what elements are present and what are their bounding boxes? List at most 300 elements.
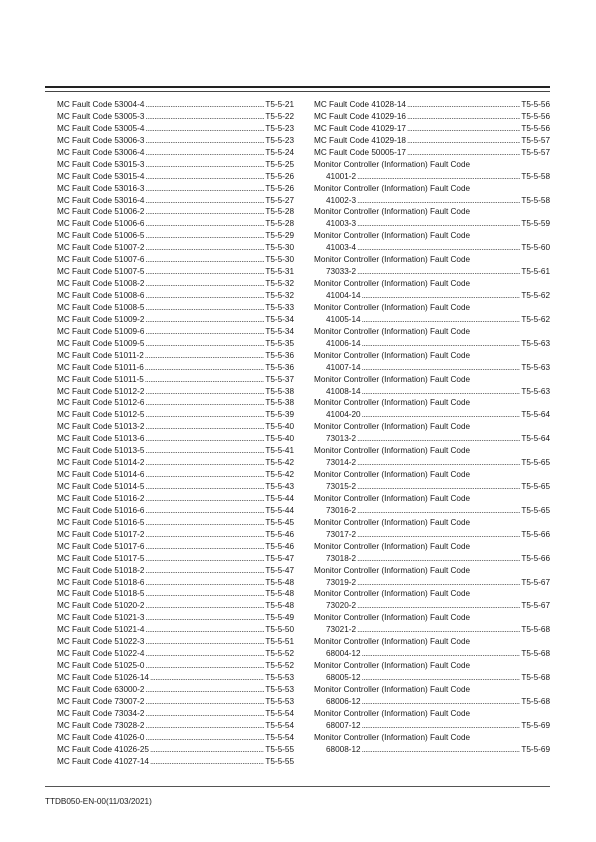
- toc-entry[interactable]: [57, 171, 294, 183]
- toc-entry[interactable]: [57, 732, 294, 744]
- toc-entry[interactable]: [57, 99, 294, 111]
- dot-leader: [407, 111, 520, 123]
- dot-leader: [145, 135, 264, 147]
- toc-entry-page: T5-5-67: [521, 601, 550, 611]
- dot-leader: [145, 147, 264, 159]
- toc-entry[interactable]: [57, 242, 294, 254]
- toc-entry[interactable]: [314, 553, 550, 565]
- toc-entry-page: T5-5-54: [265, 720, 294, 730]
- toc-entry[interactable]: [57, 302, 294, 314]
- toc-entry[interactable]: [57, 362, 294, 374]
- dot-leader: [145, 397, 264, 409]
- toc-entry[interactable]: [57, 230, 294, 242]
- toc-entry[interactable]: [57, 577, 294, 589]
- toc-entry-title: 73033-2: [326, 267, 357, 277]
- toc-entry-page: T5-5-28: [265, 219, 294, 229]
- toc-entry[interactable]: [57, 218, 294, 230]
- toc-entry-title: MC Fault Code 51012-5: [57, 410, 145, 420]
- toc-entry-heading: Monitor Controller (Information) Fault Code: [314, 565, 471, 575]
- dot-leader: [357, 529, 520, 541]
- toc-entry-title: MC Fault Code 53005-4: [57, 123, 145, 133]
- toc-entry[interactable]: [314, 577, 550, 589]
- toc-entry-page: T5-5-59: [521, 219, 550, 229]
- toc-entry[interactable]: [57, 648, 294, 660]
- dot-leader: [150, 744, 264, 756]
- toc-entry-title: MC Fault Code 51021-4: [57, 625, 145, 635]
- toc-entry-page: T5-5-40: [265, 434, 294, 444]
- toc-entry-title: MC Fault Code 51016-2: [57, 493, 145, 503]
- toc-entry-title: 41006-14: [326, 338, 361, 348]
- toc-entry-page: T5-5-66: [521, 529, 550, 539]
- dot-leader: [145, 469, 264, 481]
- toc-entry-multiline[interactable]: [314, 326, 550, 350]
- toc-entry-title: 68005-12: [326, 673, 361, 682]
- toc-entry[interactable]: [57, 290, 294, 302]
- dot-leader: [362, 672, 521, 684]
- toc-entry-multiline[interactable]: [314, 660, 550, 684]
- toc-entry[interactable]: [314, 338, 550, 350]
- toc-entry[interactable]: [57, 326, 294, 338]
- dot-leader: [145, 720, 264, 732]
- toc-entry-heading: Monitor Controller (Information) Fault Code: [314, 684, 471, 694]
- toc-entry-title: MC Fault Code 51007-2: [57, 243, 145, 253]
- toc-entry[interactable]: [314, 242, 550, 254]
- toc-entry-heading: Monitor Controller (Information) Fault Code: [314, 541, 471, 551]
- dot-leader: [362, 648, 521, 660]
- toc-entry-multiline[interactable]: [314, 374, 550, 398]
- toc-entry-title: MC Fault Code 51017-2: [57, 529, 145, 539]
- toc-entry[interactable]: [314, 624, 550, 636]
- toc-entry[interactable]: [57, 433, 294, 445]
- toc-entry[interactable]: [57, 147, 294, 159]
- dot-leader: [357, 577, 520, 589]
- toc-entry-title: 41002-3: [326, 195, 357, 205]
- toc-entry-multiline[interactable]: [314, 445, 550, 469]
- toc-entry[interactable]: [57, 481, 294, 493]
- toc-entry[interactable]: [57, 708, 294, 720]
- dot-leader: [145, 195, 264, 207]
- toc-entry-multiline[interactable]: [314, 493, 550, 517]
- toc-entry-page: T5-5-69: [521, 744, 550, 754]
- toc-entry-page: T5-5-53: [265, 673, 294, 682]
- toc-entry-title: 68006-12: [326, 696, 361, 706]
- toc-entry[interactable]: [57, 493, 294, 505]
- toc-entry-page: T5-5-67: [521, 577, 550, 587]
- dot-leader: [357, 505, 520, 517]
- toc-entry[interactable]: [57, 684, 294, 696]
- toc-entry-multiline[interactable]: [314, 278, 550, 302]
- toc-entry-title: MC Fault Code 51017-5: [57, 553, 145, 563]
- toc-entry[interactable]: [57, 123, 294, 135]
- toc-entry-page: T5-5-65: [521, 458, 550, 468]
- toc-entry-title: 41003-3: [326, 219, 357, 229]
- toc-entry[interactable]: [314, 505, 550, 517]
- toc-entry[interactable]: [57, 374, 294, 386]
- toc-entry-title: MC Fault Code 51006-6: [57, 219, 145, 229]
- toc-entry-page: T5-5-47: [265, 565, 294, 575]
- toc-entry[interactable]: [314, 99, 550, 111]
- toc-entry[interactable]: [57, 195, 294, 207]
- toc-entry-title: MC Fault Code 51021-3: [57, 613, 145, 623]
- toc-entry-multiline[interactable]: [314, 684, 550, 708]
- toc-entry[interactable]: [57, 350, 294, 362]
- toc-entry-title: MC Fault Code 53004-4: [57, 100, 145, 109]
- toc-entry-page: T5-5-44: [265, 493, 294, 503]
- dot-leader: [145, 517, 264, 529]
- toc-entry-page: T5-5-28: [265, 207, 294, 217]
- toc-entry[interactable]: [57, 553, 294, 565]
- toc-entry-page: T5-5-26: [265, 171, 294, 181]
- toc-entry[interactable]: [57, 445, 294, 457]
- header-rule-thin: [45, 91, 550, 92]
- toc-entry-page: T5-5-48: [265, 589, 294, 599]
- toc-entry-multiline[interactable]: [314, 517, 550, 541]
- dot-leader: [357, 433, 520, 445]
- dot-leader: [362, 386, 521, 398]
- toc-entry-title: 73020-2: [326, 601, 357, 611]
- toc-entry-title: MC Fault Code 51013-6: [57, 434, 145, 444]
- dot-leader: [145, 290, 264, 302]
- toc-entry-page: T5-5-39: [265, 410, 294, 420]
- dot-leader: [145, 409, 264, 421]
- toc-entry[interactable]: [314, 744, 550, 756]
- toc-entry-title: 68008-12: [326, 744, 361, 754]
- toc-left-column: [57, 99, 294, 768]
- toc-entry-page: T5-5-64: [521, 410, 550, 420]
- toc-entry[interactable]: [57, 159, 294, 171]
- toc-entry[interactable]: [57, 612, 294, 624]
- dot-leader: [145, 684, 264, 696]
- toc-entry[interactable]: [57, 756, 294, 768]
- dot-leader: [145, 565, 264, 577]
- toc-entry-title: MC Fault Code 51011-5: [57, 374, 144, 384]
- dot-leader: [145, 302, 264, 314]
- toc-entry-title: MC Fault Code 51008-5: [57, 302, 145, 312]
- dot-leader: [145, 648, 264, 660]
- toc-entry-title: MC Fault Code 51022-4: [57, 649, 145, 659]
- toc-entry-page: T5-5-68: [521, 625, 550, 635]
- toc-entry-title: MC Fault Code 51014-5: [57, 482, 145, 491]
- toc-entry-page: T5-5-57: [521, 135, 550, 145]
- toc-entry-page: T5-5-48: [265, 577, 294, 587]
- toc-entry[interactable]: [314, 696, 550, 708]
- toc-entry[interactable]: [314, 672, 550, 684]
- toc-entry[interactable]: [57, 278, 294, 290]
- toc-entry[interactable]: [57, 565, 294, 577]
- toc-entry-page: T5-5-64: [521, 434, 550, 444]
- toc-entry[interactable]: [57, 624, 294, 636]
- toc-entry-multiline[interactable]: [314, 183, 550, 207]
- toc-entry-page: T5-5-62: [521, 314, 550, 324]
- toc-entry[interactable]: [314, 135, 550, 147]
- toc-entry-page: T5-5-24: [265, 147, 294, 157]
- toc-entry-heading: Monitor Controller (Information) Fault Code: [314, 207, 471, 217]
- toc-entry-page: T5-5-56: [521, 111, 550, 121]
- dot-leader: [145, 338, 264, 350]
- dot-leader: [362, 314, 521, 326]
- toc-entry-page: T5-5-44: [265, 505, 294, 515]
- toc-entry-title: MC Fault Code 51012-6: [57, 398, 145, 408]
- toc-entry[interactable]: [57, 672, 294, 684]
- toc-entry[interactable]: [314, 529, 550, 541]
- toc-entry[interactable]: [57, 457, 294, 469]
- toc-entry-title: MC Fault Code 51014-6: [57, 470, 145, 480]
- toc-entry-page: T5-5-56: [521, 100, 550, 109]
- toc-entry-multiline[interactable]: [314, 397, 550, 421]
- toc-entry[interactable]: [314, 433, 550, 445]
- dot-leader: [145, 588, 264, 600]
- toc-entry-heading: Monitor Controller (Information) Fault Code: [314, 446, 471, 456]
- dot-leader: [145, 600, 264, 612]
- toc-entry-title: MC Fault Code 63000-2: [57, 684, 145, 694]
- toc-entry[interactable]: [57, 720, 294, 732]
- toc-entry-heading: Monitor Controller (Information) Fault Code: [314, 470, 471, 480]
- toc-entry[interactable]: [314, 409, 550, 421]
- toc-entry-page: T5-5-47: [265, 553, 294, 563]
- toc-entry-page: T5-5-45: [265, 517, 294, 527]
- toc-entry[interactable]: [314, 111, 550, 123]
- toc-entry[interactable]: [314, 290, 550, 302]
- toc-entry-multiline[interactable]: [314, 206, 550, 230]
- toc-entry-title: MC Fault Code 53005-3: [57, 111, 145, 121]
- toc-entry-title: MC Fault Code 53015-4: [57, 171, 145, 181]
- toc-entry[interactable]: [314, 386, 550, 398]
- toc-entry-title: 41004-14: [326, 291, 361, 300]
- toc-entry-title: 41001-2: [326, 171, 357, 181]
- toc-entry-page: T5-5-57: [521, 147, 550, 157]
- toc-entry-title: MC Fault Code 51007-5: [57, 267, 145, 277]
- toc-entry-multiline[interactable]: [314, 421, 550, 445]
- toc-entry[interactable]: [57, 469, 294, 481]
- dot-leader: [145, 314, 264, 326]
- toc-entry-page: T5-5-63: [521, 338, 550, 348]
- toc-entry-page: T5-5-58: [521, 195, 550, 205]
- toc-entry-multiline[interactable]: [314, 254, 550, 278]
- toc-entry[interactable]: [57, 696, 294, 708]
- toc-entry[interactable]: [57, 517, 294, 529]
- dot-leader: [145, 386, 264, 398]
- toc-entry-page: T5-5-54: [265, 708, 294, 718]
- toc-entry-title: MC Fault Code 51009-5: [57, 338, 145, 348]
- dot-leader: [145, 636, 264, 648]
- toc-entry-page: T5-5-46: [265, 529, 294, 539]
- toc-entry-page: T5-5-53: [265, 684, 294, 694]
- dot-leader: [145, 206, 264, 218]
- dot-leader: [145, 612, 264, 624]
- dot-leader: [145, 230, 264, 242]
- toc-entry[interactable]: [314, 171, 550, 183]
- toc-entry[interactable]: [57, 636, 294, 648]
- toc-entry-heading: Monitor Controller (Information) Fault Code: [314, 732, 471, 742]
- toc-entry-heading: Monitor Controller (Information) Fault Code: [314, 589, 471, 599]
- toc-entry-page: T5-5-55: [265, 756, 294, 766]
- toc-entry-multiline[interactable]: [314, 469, 550, 493]
- toc-entry-heading: Monitor Controller (Information) Fault Code: [314, 374, 471, 384]
- toc-entry-page: T5-5-52: [265, 661, 294, 671]
- toc-entry-page: T5-5-36: [265, 350, 294, 360]
- toc-entry-heading: Monitor Controller (Information) Fault Code: [314, 326, 471, 336]
- toc-entry-title: MC Fault Code 51022-3: [57, 637, 145, 647]
- toc-entry-page: T5-5-30: [265, 255, 294, 265]
- toc-right-column: [314, 99, 550, 756]
- toc-entry[interactable]: [57, 206, 294, 218]
- toc-entry-title: MC Fault Code 41026-25: [57, 744, 149, 754]
- toc-entry-page: T5-5-65: [521, 505, 550, 515]
- toc-entry-page: T5-5-62: [521, 291, 550, 300]
- toc-entry-page: T5-5-26: [265, 183, 294, 193]
- toc-entry-title: MC Fault Code 41029-16: [314, 111, 406, 121]
- toc-entry[interactable]: [314, 218, 550, 230]
- toc-entry-page: T5-5-21: [265, 100, 294, 109]
- toc-entry[interactable]: [57, 386, 294, 398]
- toc-entry[interactable]: [314, 195, 550, 207]
- toc-entry-multiline[interactable]: [314, 541, 550, 565]
- toc-entry-multiline[interactable]: [314, 159, 550, 183]
- toc-entry[interactable]: [57, 660, 294, 672]
- dot-leader: [145, 266, 264, 278]
- toc-entry-page: T5-5-68: [521, 649, 550, 659]
- toc-entry-multiline[interactable]: [314, 612, 550, 636]
- dot-leader: [145, 362, 265, 374]
- toc-entry-title: MC Fault Code 51018-6: [57, 577, 145, 587]
- toc-entry-page: T5-5-29: [265, 231, 294, 241]
- dot-leader: [145, 696, 264, 708]
- toc-entry-page: T5-5-23: [265, 123, 294, 133]
- toc-entry-title: 73013-2: [326, 434, 357, 444]
- toc-entry-heading: Monitor Controller (Information) Fault Code: [314, 302, 471, 312]
- toc-entry[interactable]: [57, 338, 294, 350]
- toc-entry[interactable]: [57, 588, 294, 600]
- toc-entry-multiline[interactable]: [314, 230, 550, 254]
- dot-leader: [145, 326, 264, 338]
- dot-leader: [145, 505, 264, 517]
- toc-entry[interactable]: [57, 314, 294, 326]
- toc-entry-page: T5-5-63: [521, 386, 550, 396]
- toc-entry[interactable]: [57, 505, 294, 517]
- dot-leader: [145, 123, 264, 135]
- toc-entry[interactable]: [57, 135, 294, 147]
- toc-entry-page: T5-5-69: [521, 720, 550, 730]
- toc-entry-page: T5-5-23: [265, 135, 294, 145]
- toc-entry-multiline[interactable]: [314, 732, 550, 756]
- toc-entry[interactable]: [314, 648, 550, 660]
- toc-entry-title: MC Fault Code 51013-5: [57, 446, 145, 456]
- toc-entry-title: 68004-12: [326, 649, 361, 659]
- toc-entry-multiline[interactable]: [314, 588, 550, 612]
- toc-entry-multiline[interactable]: [314, 350, 550, 374]
- toc-entry[interactable]: [57, 266, 294, 278]
- toc-entry-page: T5-5-50: [265, 625, 294, 635]
- toc-entry-title: MC Fault Code 51025-0: [57, 661, 145, 671]
- toc-entry[interactable]: [314, 457, 550, 469]
- dot-leader: [145, 732, 264, 744]
- toc-entry[interactable]: [57, 397, 294, 409]
- dot-leader: [145, 159, 264, 171]
- toc-entry[interactable]: [314, 362, 550, 374]
- toc-entry[interactable]: [314, 600, 550, 612]
- dot-leader: [407, 135, 520, 147]
- toc-entry[interactable]: [57, 529, 294, 541]
- toc-entry-title: MC Fault Code 51012-2: [57, 386, 145, 396]
- toc-entry-title: MC Fault Code 51013-2: [57, 422, 145, 432]
- footer-doc-id: TTDB050-EN-00(11/03/2021): [45, 797, 152, 806]
- toc-entry-title: MC Fault Code 50005-17: [314, 147, 406, 157]
- toc-entry[interactable]: [57, 409, 294, 421]
- toc-entry-page: T5-5-37: [265, 374, 294, 384]
- toc-entry-page: T5-5-63: [521, 362, 550, 372]
- toc-entry-title: 73019-2: [326, 577, 357, 587]
- toc-entry-title: MC Fault Code 51008-6: [57, 291, 145, 300]
- toc-entry-multiline[interactable]: [314, 636, 550, 660]
- toc-entry[interactable]: [57, 541, 294, 553]
- dot-leader: [357, 218, 520, 230]
- toc-entry-title: MC Fault Code 51026-14: [57, 673, 149, 682]
- toc-entry-page: T5-5-65: [521, 482, 550, 491]
- toc-entry-page: T5-5-33: [265, 302, 294, 312]
- dot-leader: [357, 553, 520, 565]
- toc-entry[interactable]: [314, 147, 550, 159]
- toc-entry-multiline[interactable]: [314, 708, 550, 732]
- toc-entry-title: 41004-20: [326, 410, 361, 420]
- dot-leader: [145, 218, 264, 230]
- toc-entry-title: MC Fault Code 73034-2: [57, 708, 145, 718]
- toc-entry-title: MC Fault Code 41028-14: [314, 100, 406, 109]
- toc-entry-title: MC Fault Code 51016-5: [57, 517, 145, 527]
- toc-entry[interactable]: [314, 481, 550, 493]
- toc-entry-title: MC Fault Code 51009-2: [57, 314, 145, 324]
- dot-leader: [357, 481, 520, 493]
- toc-entry-title: MC Fault Code 53016-3: [57, 183, 145, 193]
- dot-leader: [145, 433, 264, 445]
- dot-leader: [145, 278, 264, 290]
- dot-leader: [145, 374, 265, 386]
- toc-entry-page: T5-5-34: [265, 326, 294, 336]
- toc-entry[interactable]: [314, 123, 550, 135]
- toc-entry-page: T5-5-68: [521, 673, 550, 682]
- dot-leader: [150, 756, 264, 768]
- toc-entry[interactable]: [57, 600, 294, 612]
- toc-entry-title: MC Fault Code 51007-6: [57, 255, 145, 265]
- toc-entry-multiline[interactable]: [314, 565, 550, 589]
- dot-leader: [362, 290, 521, 302]
- toc-entry[interactable]: [314, 266, 550, 278]
- toc-entry-heading: Monitor Controller (Information) Fault Code: [314, 350, 471, 360]
- toc-entry-title: MC Fault Code 51006-5: [57, 231, 145, 241]
- toc-entry-multiline[interactable]: [314, 302, 550, 326]
- toc-entry[interactable]: [57, 421, 294, 433]
- toc-entry-page: T5-5-54: [265, 732, 294, 742]
- toc-entry-page: T5-5-46: [265, 541, 294, 551]
- toc-entry-page: T5-5-48: [265, 601, 294, 611]
- footer-rule: [45, 786, 550, 787]
- toc-entry-title: MC Fault Code 51006-2: [57, 207, 145, 217]
- dot-leader: [145, 350, 265, 362]
- toc-entry[interactable]: [57, 254, 294, 266]
- toc-entry[interactable]: [314, 720, 550, 732]
- toc-entry[interactable]: [314, 314, 550, 326]
- toc-entry-heading: Monitor Controller (Information) Fault Code: [314, 613, 471, 623]
- toc-entry[interactable]: [57, 744, 294, 756]
- toc-entry-page: T5-5-25: [265, 159, 294, 169]
- toc-entry-title: MC Fault Code 73028-2: [57, 720, 145, 730]
- toc-entry-page: T5-5-42: [265, 470, 294, 480]
- toc-entry[interactable]: [57, 183, 294, 195]
- dot-leader: [145, 171, 264, 183]
- toc-entry[interactable]: [57, 111, 294, 123]
- dot-leader: [145, 553, 264, 565]
- toc-entry-title: MC Fault Code 51014-2: [57, 458, 145, 468]
- toc-entry-heading: Monitor Controller (Information) Fault Code: [314, 637, 471, 647]
